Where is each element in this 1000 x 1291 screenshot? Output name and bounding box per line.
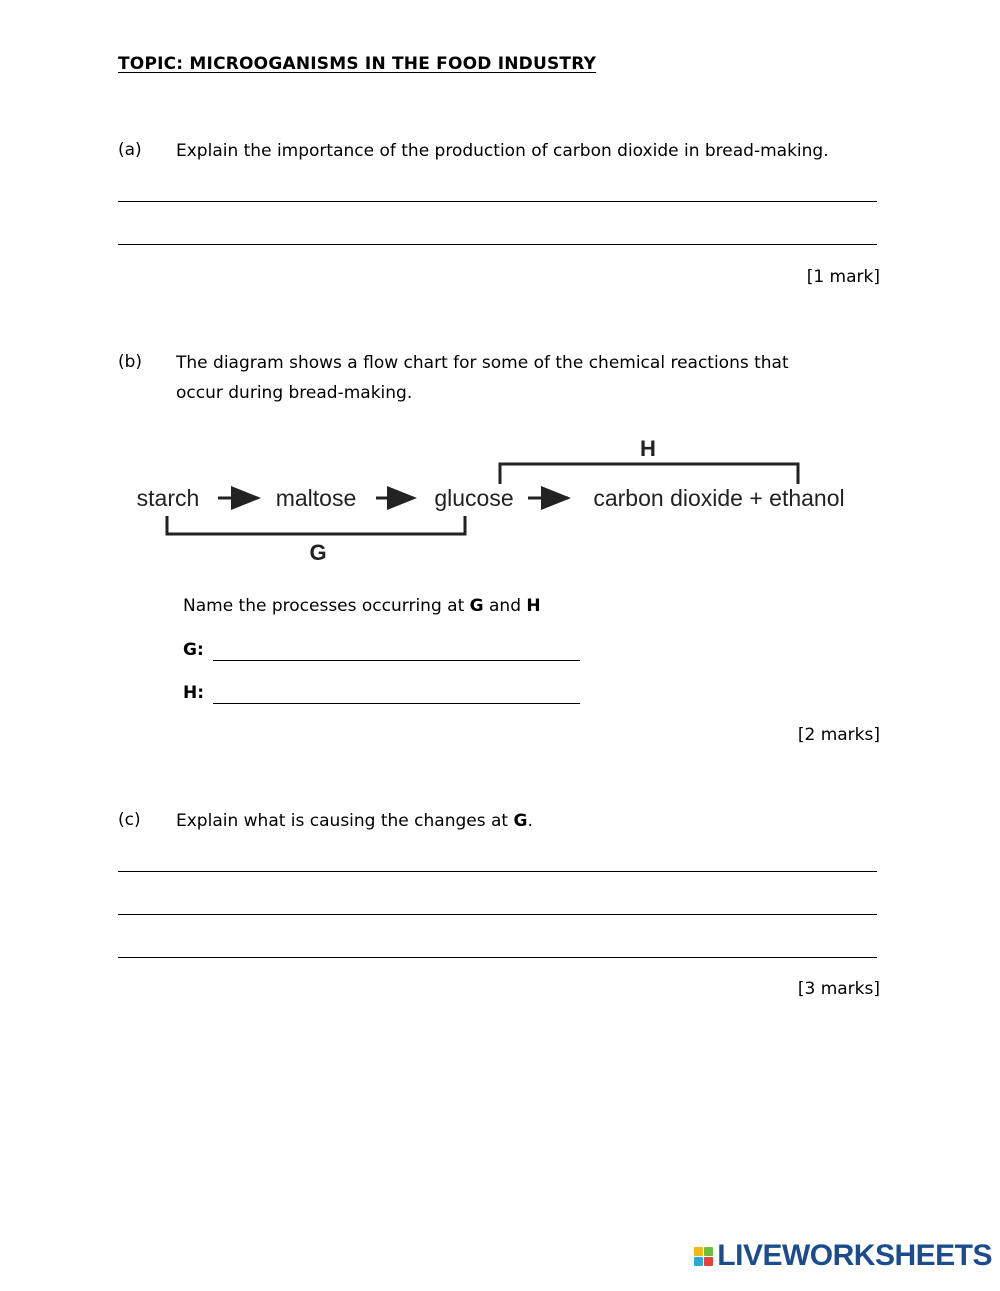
node-glucose: glucose [434, 485, 514, 511]
node-products: carbon dioxide + ethanol [593, 485, 845, 511]
liveworksheets-logo [694, 1239, 992, 1273]
question-b-text-line2: occur during bread-making. [176, 383, 413, 403]
answer-line-a1[interactable] [118, 201, 877, 202]
logo-square-green [704, 1247, 713, 1256]
bracket-h [500, 464, 798, 484]
bracket-g [167, 516, 465, 534]
answer-h-label: H: [183, 683, 205, 703]
logo-text: LIVEWORKSHEETS [717, 1239, 992, 1272]
question-a-text: Explain the importance of the production of carbon dioxide in bread-making. [176, 141, 829, 161]
node-starch: starch [136, 485, 200, 511]
node-maltose: maltose [275, 485, 357, 511]
logo-square-red [704, 1257, 713, 1266]
question-a-label: (a) [118, 140, 142, 160]
logo-square-yellow [694, 1247, 703, 1256]
answer-h-line[interactable] [213, 703, 580, 704]
question-c-text: Explain what is causing the changes at G. [176, 811, 533, 831]
page-title: TOPIC: MICROOGANISMS IN THE FOOD INDUSTRY [118, 54, 597, 74]
answer-g-line[interactable] [213, 660, 580, 661]
question-c-marks: [3 marks] [797, 979, 880, 999]
answer-line-a2[interactable] [118, 244, 877, 245]
question-b-marks: [2 marks] [797, 725, 880, 745]
answer-line-c1[interactable] [118, 871, 877, 872]
flow-chart-diagram [0, 420, 1000, 570]
logo-square-blue [694, 1257, 703, 1266]
question-b-label: (b) [118, 352, 143, 372]
bracket-g-label: G [309, 540, 327, 565]
question-a-marks: [1 mark] [806, 267, 880, 287]
question-c-label: (c) [118, 810, 141, 830]
bracket-h-label: H [640, 436, 656, 461]
answer-g-label: G: [183, 640, 204, 660]
logo-icon [694, 1247, 713, 1266]
answer-line-c2[interactable] [118, 914, 877, 915]
question-b-prompt: Name the processes occurring at G and H [183, 596, 541, 616]
question-b-text-line1: The diagram shows a flow chart for some of the chemical reactions that [176, 353, 789, 373]
answer-line-c3[interactable] [118, 957, 877, 958]
